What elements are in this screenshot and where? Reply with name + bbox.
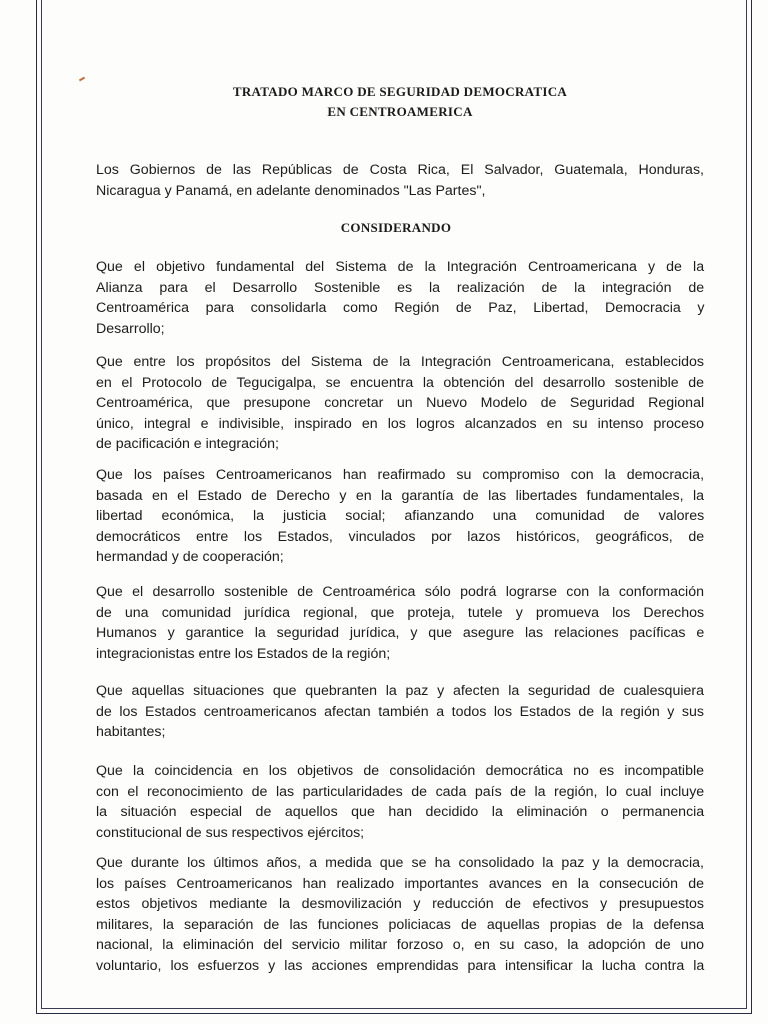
- text-line: voluntario, los esfuerzos y las acciones emprendidas para intensificar la lucha contra la: [96, 957, 705, 974]
- text-line: la situación especial de aquellos que han decidido la eliminación o permanencia: [96, 804, 705, 820]
- text-line: los países Centroamericanos han realizado importantes avances en la consecución de: [96, 875, 704, 892]
- paragraph-2: [96, 352, 704, 455]
- text-line: basada en el Estado de Derecho y en la garantía de las libertades fundamentales, la: [96, 487, 704, 504]
- text-line: Centroamérica para consolidarla como Región de Paz, Libertad, Democracia y: [96, 300, 705, 316]
- text-line: Los Gobiernos de las Repúblicas de Costa Rica, El Salvador, Guatemala, Honduras,: [96, 162, 704, 178]
- text-line: militares, la separación de las funciones policiacas de aquellas propias de la defensa: [96, 916, 704, 933]
- text-line: en el Protocolo de Tegucigalpa, se encuentra la obtención del desarrollo sostenible de: [96, 374, 704, 391]
- text-line: Alianza para el Desarrollo Sostenible es la realización de la integración de: [96, 279, 705, 296]
- text-line: con el reconocimiento de las particularidades de cada país de la región, lo cual incluye: [96, 783, 705, 800]
- paragraph-1: [96, 257, 704, 339]
- text-line: Humanos y garantice la seguridad jurídica, y que asegure las relaciones pacíficas e: [96, 625, 705, 641]
- paragraph-6: [96, 761, 704, 843]
- text-line: libertad económica, la justicia social; afianzando una comunidad de valores: [96, 508, 705, 524]
- text-line: hermandad y de cooperación;: [96, 549, 284, 565]
- text-line: Que aquellas situaciones que quebranten la paz y afecten la seguridad de cualesquiera: [96, 683, 704, 699]
- text-line: estos objetivos mediante la desmovilización y reducción de efectivos y presupuestos: [96, 896, 704, 912]
- text-line: Que durante los últimos años, a medida que se ha consolidado la paz y la democracia,: [96, 855, 704, 871]
- document-title-line-2: EN CENTROAMERICA: [327, 104, 473, 119]
- text-line: de los Estados centroamericanos afectan también a todos los Estados de la región y sus: [96, 703, 704, 720]
- paragraph-5: [96, 681, 704, 743]
- document-title-line-1: TRATADO MARCO DE SEGURIDAD DEMOCRATICA: [232, 84, 568, 99]
- paragraph-7: [96, 853, 704, 976]
- text-line: Desarrollo;: [96, 320, 165, 337]
- section-heading: CONSIDERANDO: [340, 220, 452, 235]
- text-line: de una comunidad jurídica regional, que proteja, tutele y promueva los Derechos: [96, 604, 705, 621]
- text-line: Que entre los propósitos del Sistema de la Integración Centroamericana, establecidos: [96, 354, 705, 370]
- text-line: Nicaragua y Panamá, en adelante denominados "Las Partes",: [96, 182, 486, 199]
- text-line: Que el objetivo fundamental del Sistema de la Integración Centroamericana y de la: [96, 259, 705, 275]
- paragraph-3: [96, 465, 704, 568]
- text-line: nacional, la eliminación del servicio militar forzoso o, en su caso, la adopción de uno: [96, 937, 704, 953]
- text-line: Centroamérica, que presupone concretar un Nuevo Modelo de Seguridad Regional: [96, 395, 705, 411]
- text-line: Que la coincidencia en los objetivos de consolidación democrática no es incompatible: [96, 763, 704, 779]
- text-line: Que el desarrollo sostenible de Centroamérica sólo podrá lograrse con la conformación: [96, 584, 704, 600]
- text-line: democráticos entre los Estados, vinculados por lazos históricos, geográficos, de: [96, 528, 705, 545]
- text-line: habitantes;: [96, 724, 166, 740]
- text-line: constitucional de sus respectivos ejércitos;: [96, 824, 365, 841]
- text-line: de pacificación e integración;: [96, 436, 279, 452]
- text-line: único, integral e indivisible, inspirado en los logros alcanzados en su intenso proceso: [96, 415, 704, 432]
- text-line: integracionistas entre los Estados de la región;: [96, 645, 391, 662]
- intro-paragraph: [96, 160, 704, 201]
- paragraph-4: [96, 582, 704, 664]
- text-line: Que los países Centroamericanos han reafirmado su compromiso con la democracia,: [96, 467, 705, 483]
